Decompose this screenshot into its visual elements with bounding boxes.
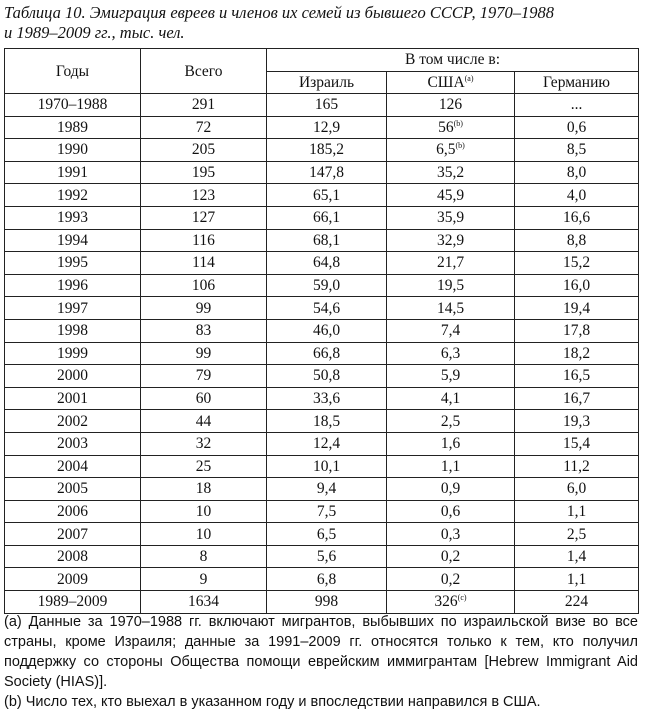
cell-total — [141, 319, 267, 342]
cell-usa — [387, 94, 515, 117]
cell-germany-value: 8,0 — [566, 164, 587, 182]
cell-total-value: 9 — [199, 570, 208, 588]
cell-israel — [267, 297, 387, 320]
cell-israel-value: 33,6 — [312, 390, 341, 408]
cell-year — [5, 455, 141, 478]
cell-total-value: 106 — [191, 277, 216, 295]
cell-total-value: 195 — [191, 164, 216, 182]
cell-total-value: 127 — [191, 209, 216, 227]
cell-total-value: 72 — [195, 118, 212, 136]
cell-israel-value: 6,8 — [316, 570, 337, 588]
cell-israel — [267, 591, 387, 614]
footnotes — [4, 612, 638, 712]
cell-germany — [515, 229, 639, 252]
table-row — [5, 252, 639, 275]
cell-year — [5, 410, 141, 433]
cell-year-value: 1989 — [57, 118, 88, 136]
cell-germany — [515, 184, 639, 207]
cell-germany-value: 4,0 — [566, 186, 587, 204]
cell-israel-value: 68,1 — [312, 231, 341, 249]
table-row — [5, 116, 639, 139]
cell-germany — [515, 410, 639, 433]
cell-germany-value: 17,8 — [562, 322, 591, 340]
cell-usa-value: 0,6 — [440, 502, 461, 520]
cell-year-value: 1991 — [57, 164, 88, 182]
cell-year-value: 2009 — [57, 570, 88, 588]
cell-year — [5, 94, 141, 117]
cell-usa-footnote: (b) — [455, 141, 465, 151]
cell-total-value: 60 — [195, 390, 212, 408]
cell-israel — [267, 568, 387, 591]
cell-germany — [515, 116, 639, 139]
cell-israel — [267, 184, 387, 207]
cell-year-value: 2006 — [57, 502, 88, 520]
cell-usa-value: 14,5 — [436, 299, 465, 317]
cell-usa-value: 2,5 — [440, 412, 461, 430]
cell-israel — [267, 139, 387, 162]
cell-total-value: 1634 — [188, 593, 219, 611]
table-row — [5, 319, 639, 342]
cell-total — [141, 297, 267, 320]
cell-year — [5, 365, 141, 388]
cell-year — [5, 545, 141, 568]
cell-israel — [267, 455, 387, 478]
cell-germany — [515, 432, 639, 455]
cell-usa-value: 6,3 — [440, 344, 461, 362]
cell-germany-value: 11,2 — [563, 457, 590, 475]
cell-usa — [387, 591, 515, 614]
cell-total — [141, 342, 267, 365]
cell-year — [5, 229, 141, 252]
cell-israel-value: 7,5 — [316, 502, 337, 520]
cell-usa — [387, 432, 515, 455]
header-usa-label: США — [427, 73, 465, 91]
header-israel: Израиль — [267, 71, 387, 94]
cell-israel-value: 10,1 — [312, 457, 341, 475]
cell-israel-value: 18,5 — [312, 412, 341, 430]
cell-total-value: 44 — [195, 412, 212, 430]
cell-year-value: 1995 — [57, 254, 88, 272]
table-row — [5, 478, 639, 501]
cell-germany — [515, 319, 639, 342]
cell-total-value: 114 — [192, 254, 215, 272]
cell-total-value: 291 — [191, 96, 216, 114]
cell-usa — [387, 116, 515, 139]
cell-germany — [515, 274, 639, 297]
cell-total — [141, 545, 267, 568]
cell-israel — [267, 252, 387, 275]
cell-germany — [515, 252, 639, 275]
table-row — [5, 568, 639, 591]
cell-total-value: 25 — [195, 457, 212, 475]
cell-total-value: 79 — [195, 367, 212, 385]
table-row — [5, 545, 639, 568]
cell-year — [5, 116, 141, 139]
table-body — [5, 94, 639, 614]
cell-israel — [267, 410, 387, 433]
cell-total — [141, 410, 267, 433]
cell-year — [5, 342, 141, 365]
cell-germany-value: 15,2 — [562, 254, 591, 272]
cell-usa-value: 45,9 — [436, 186, 465, 204]
cell-year-value: 2007 — [57, 525, 88, 543]
cell-year — [5, 274, 141, 297]
cell-usa-value: 35,2 — [436, 164, 465, 182]
cell-israel-value: 147,8 — [309, 164, 344, 182]
cell-israel — [267, 94, 387, 117]
cell-usa — [387, 252, 515, 275]
cell-total — [141, 432, 267, 455]
cell-israel — [267, 387, 387, 410]
emigration-table — [4, 48, 639, 614]
cell-usa — [387, 229, 515, 252]
cell-usa-value: 6,5 — [436, 141, 456, 159]
cell-israel — [267, 116, 387, 139]
cell-year-value: 2005 — [57, 480, 88, 498]
cell-germany-value: 1,1 — [566, 570, 587, 588]
cell-usa-value: 126 — [438, 96, 463, 114]
cell-usa-value: 0,9 — [440, 480, 461, 498]
cell-total — [141, 184, 267, 207]
cell-israel — [267, 342, 387, 365]
cell-germany-value: 224 — [564, 593, 589, 611]
cell-germany — [515, 206, 639, 229]
cell-germany-value: 19,3 — [562, 412, 591, 430]
cell-germany-value: 16,6 — [562, 209, 591, 227]
cell-germany-value: 2,5 — [566, 525, 587, 543]
cell-usa — [387, 206, 515, 229]
cell-year — [5, 297, 141, 320]
cell-total — [141, 455, 267, 478]
header-total: Всего — [141, 49, 267, 94]
table-row — [5, 184, 639, 207]
cell-total-value: 116 — [192, 231, 215, 249]
cell-year-value: 1992 — [57, 186, 88, 204]
header-years: Годы — [5, 49, 141, 94]
cell-usa — [387, 365, 515, 388]
cell-year — [5, 184, 141, 207]
cell-total-value: 123 — [191, 186, 216, 204]
cell-germany — [515, 387, 639, 410]
cell-israel — [267, 478, 387, 501]
cell-germany-value: 6,0 — [566, 480, 587, 498]
cell-israel-value: 54,6 — [312, 299, 341, 317]
cell-germany — [515, 297, 639, 320]
cell-germany-value: 16,5 — [562, 367, 591, 385]
cell-usa — [387, 545, 515, 568]
cell-usa — [387, 184, 515, 207]
cell-israel-value: 59,0 — [312, 277, 341, 295]
cell-israel — [267, 545, 387, 568]
cell-germany — [515, 545, 639, 568]
cell-usa — [387, 274, 515, 297]
cell-israel — [267, 365, 387, 388]
table-row — [5, 523, 639, 546]
cell-germany — [515, 455, 639, 478]
cell-germany-value: 1,1 — [566, 502, 587, 520]
cell-usa — [387, 410, 515, 433]
table-row — [5, 500, 639, 523]
cell-israel — [267, 500, 387, 523]
cell-usa-value: 5,9 — [440, 367, 461, 385]
cell-year — [5, 500, 141, 523]
cell-total — [141, 274, 267, 297]
cell-total — [141, 365, 267, 388]
header-including: В том числе в: — [267, 49, 639, 72]
cell-year — [5, 523, 141, 546]
cell-total — [141, 387, 267, 410]
cell-total — [141, 252, 267, 275]
cell-usa-value: 35,9 — [436, 209, 465, 227]
cell-year-value: 2002 — [57, 412, 88, 430]
table-row — [5, 432, 639, 455]
cell-usa-value: 19,5 — [436, 277, 465, 295]
caption-line-1: Таблица 10. Эмиграция евреев и членов их семей из бывшего СССР, 1970–1988 — [4, 3, 555, 22]
table-row — [5, 387, 639, 410]
table-row — [5, 274, 639, 297]
cell-total-value: 10 — [195, 525, 212, 543]
footnote-b: (b) Число тех, кто выехал в указанном году и впоследствии направился в США. — [4, 694, 541, 710]
cell-usa-value: 1,1 — [440, 457, 461, 475]
cell-usa-value: 21,7 — [436, 254, 465, 272]
cell-israel — [267, 319, 387, 342]
cell-germany — [515, 365, 639, 388]
table-row — [5, 229, 639, 252]
cell-germany — [515, 568, 639, 591]
cell-total — [141, 591, 267, 614]
cell-israel-value: 66,1 — [312, 209, 341, 227]
cell-year-value: 2004 — [57, 457, 88, 475]
cell-germany — [515, 500, 639, 523]
cell-usa-value: 0,2 — [440, 570, 461, 588]
table-caption — [4, 3, 644, 43]
cell-total-value: 8 — [199, 548, 208, 566]
cell-germany-value: ... — [570, 96, 583, 114]
cell-israel-value: 185,2 — [309, 141, 344, 159]
cell-usa — [387, 568, 515, 591]
cell-total — [141, 229, 267, 252]
cell-germany — [515, 94, 639, 117]
cell-israel — [267, 161, 387, 184]
cell-year-value: 1994 — [57, 231, 88, 249]
table-row — [5, 297, 639, 320]
cell-germany-value: 15,4 — [562, 435, 591, 453]
cell-total-value: 205 — [191, 141, 216, 159]
cell-germany — [515, 591, 639, 614]
header-usa — [387, 71, 515, 94]
cell-israel-value: 12,4 — [312, 435, 341, 453]
cell-total-value: 83 — [195, 322, 212, 340]
footnote-a: (a) Данные за 1970–1988 гг. включают мигрантов, выбывших по израильской визе во все страны, кроме Израиля; данные за 1991–2009 гг. относятся только к тем, кто получил поддержку со стороны Общества помощи еврейским иммигрантам [Hebrew Immigrant Aid Society (HIAS)]. — [4, 614, 638, 690]
cell-year-value: 1990 — [57, 141, 88, 159]
table-row — [5, 410, 639, 433]
cell-total-value: 99 — [195, 344, 212, 362]
cell-usa-value: 1,6 — [440, 435, 461, 453]
table-row — [5, 206, 639, 229]
header-usa-footnote: (a) — [464, 73, 474, 83]
cell-total-value: 18 — [195, 480, 212, 498]
cell-usa-value: 0,3 — [440, 525, 461, 543]
cell-usa-footnote: (b) — [453, 118, 463, 128]
cell-total — [141, 94, 267, 117]
cell-usa — [387, 387, 515, 410]
cell-total — [141, 161, 267, 184]
cell-total-value: 99 — [195, 299, 212, 317]
cell-germany-value: 8,5 — [566, 141, 587, 159]
table-row — [5, 139, 639, 162]
cell-year — [5, 319, 141, 342]
cell-israel — [267, 432, 387, 455]
table-row — [5, 591, 639, 614]
cell-year-value: 1970–1988 — [37, 96, 108, 114]
cell-total — [141, 206, 267, 229]
cell-israel-value: 6,5 — [316, 525, 337, 543]
cell-israel — [267, 229, 387, 252]
caption-line-2: и 1989–2009 гг., тыс. чел. — [4, 23, 185, 42]
cell-usa — [387, 342, 515, 365]
cell-year — [5, 591, 141, 614]
cell-year — [5, 161, 141, 184]
cell-year-value: 1996 — [57, 277, 88, 295]
cell-usa-value: 326 — [434, 593, 458, 611]
cell-germany-value: 1,4 — [566, 548, 587, 566]
cell-total — [141, 116, 267, 139]
cell-israel-value: 64,8 — [312, 254, 341, 272]
cell-israel-value: 165 — [314, 96, 339, 114]
table-row — [5, 342, 639, 365]
cell-usa-value: 4,1 — [440, 390, 461, 408]
cell-total — [141, 523, 267, 546]
cell-year — [5, 387, 141, 410]
cell-year-value: 1993 — [57, 209, 88, 227]
cell-year-value: 2008 — [57, 548, 88, 566]
cell-germany — [515, 139, 639, 162]
cell-israel — [267, 523, 387, 546]
cell-israel-value: 9,4 — [316, 480, 337, 498]
cell-usa — [387, 500, 515, 523]
cell-year — [5, 252, 141, 275]
cell-germany — [515, 161, 639, 184]
cell-year — [5, 206, 141, 229]
cell-germany-value: 8,8 — [566, 231, 587, 249]
cell-year-value: 2003 — [57, 435, 88, 453]
cell-israel — [267, 206, 387, 229]
table-row — [5, 94, 639, 117]
cell-israel-value: 998 — [314, 593, 339, 611]
table-row — [5, 365, 639, 388]
cell-israel — [267, 274, 387, 297]
cell-year — [5, 568, 141, 591]
cell-total — [141, 568, 267, 591]
cell-germany — [515, 523, 639, 546]
cell-year-value: 1989–2009 — [37, 593, 108, 611]
cell-year-value: 2000 — [57, 367, 88, 385]
cell-germany-value: 19,4 — [562, 299, 591, 317]
cell-year — [5, 432, 141, 455]
cell-year — [5, 139, 141, 162]
cell-israel-value: 46,0 — [312, 322, 341, 340]
cell-israel-value: 65,1 — [312, 186, 341, 204]
cell-total-value: 10 — [195, 502, 212, 520]
cell-germany-value: 16,0 — [562, 277, 591, 295]
cell-usa-value: 32,9 — [436, 231, 465, 249]
cell-usa-value: 0,2 — [440, 548, 461, 566]
cell-year-value: 2001 — [57, 390, 88, 408]
cell-usa — [387, 161, 515, 184]
cell-total — [141, 139, 267, 162]
cell-total — [141, 478, 267, 501]
header-germany: Германию — [515, 71, 639, 94]
cell-year-value: 1999 — [57, 344, 88, 362]
cell-germany — [515, 478, 639, 501]
cell-usa — [387, 319, 515, 342]
cell-israel-value: 12,9 — [312, 118, 341, 136]
cell-israel-value: 50,8 — [312, 367, 341, 385]
cell-usa-footnote: (c) — [457, 593, 467, 603]
cell-year-value: 1998 — [57, 322, 88, 340]
cell-germany-value: 18,2 — [562, 344, 591, 362]
cell-germany-value: 16,7 — [562, 390, 591, 408]
cell-usa — [387, 139, 515, 162]
cell-usa — [387, 297, 515, 320]
table-row — [5, 161, 639, 184]
cell-usa — [387, 455, 515, 478]
cell-usa — [387, 523, 515, 546]
cell-usa-value: 56 — [438, 118, 454, 136]
cell-total — [141, 500, 267, 523]
table-row — [5, 455, 639, 478]
cell-year-value: 1997 — [57, 299, 88, 317]
cell-israel-value: 66,8 — [312, 344, 341, 362]
cell-germany-value: 0,6 — [566, 118, 587, 136]
cell-usa-value: 7,4 — [440, 322, 461, 340]
cell-total-value: 32 — [195, 435, 212, 453]
cell-germany — [515, 342, 639, 365]
cell-israel-value: 5,6 — [316, 548, 337, 566]
cell-usa — [387, 478, 515, 501]
cell-year — [5, 478, 141, 501]
